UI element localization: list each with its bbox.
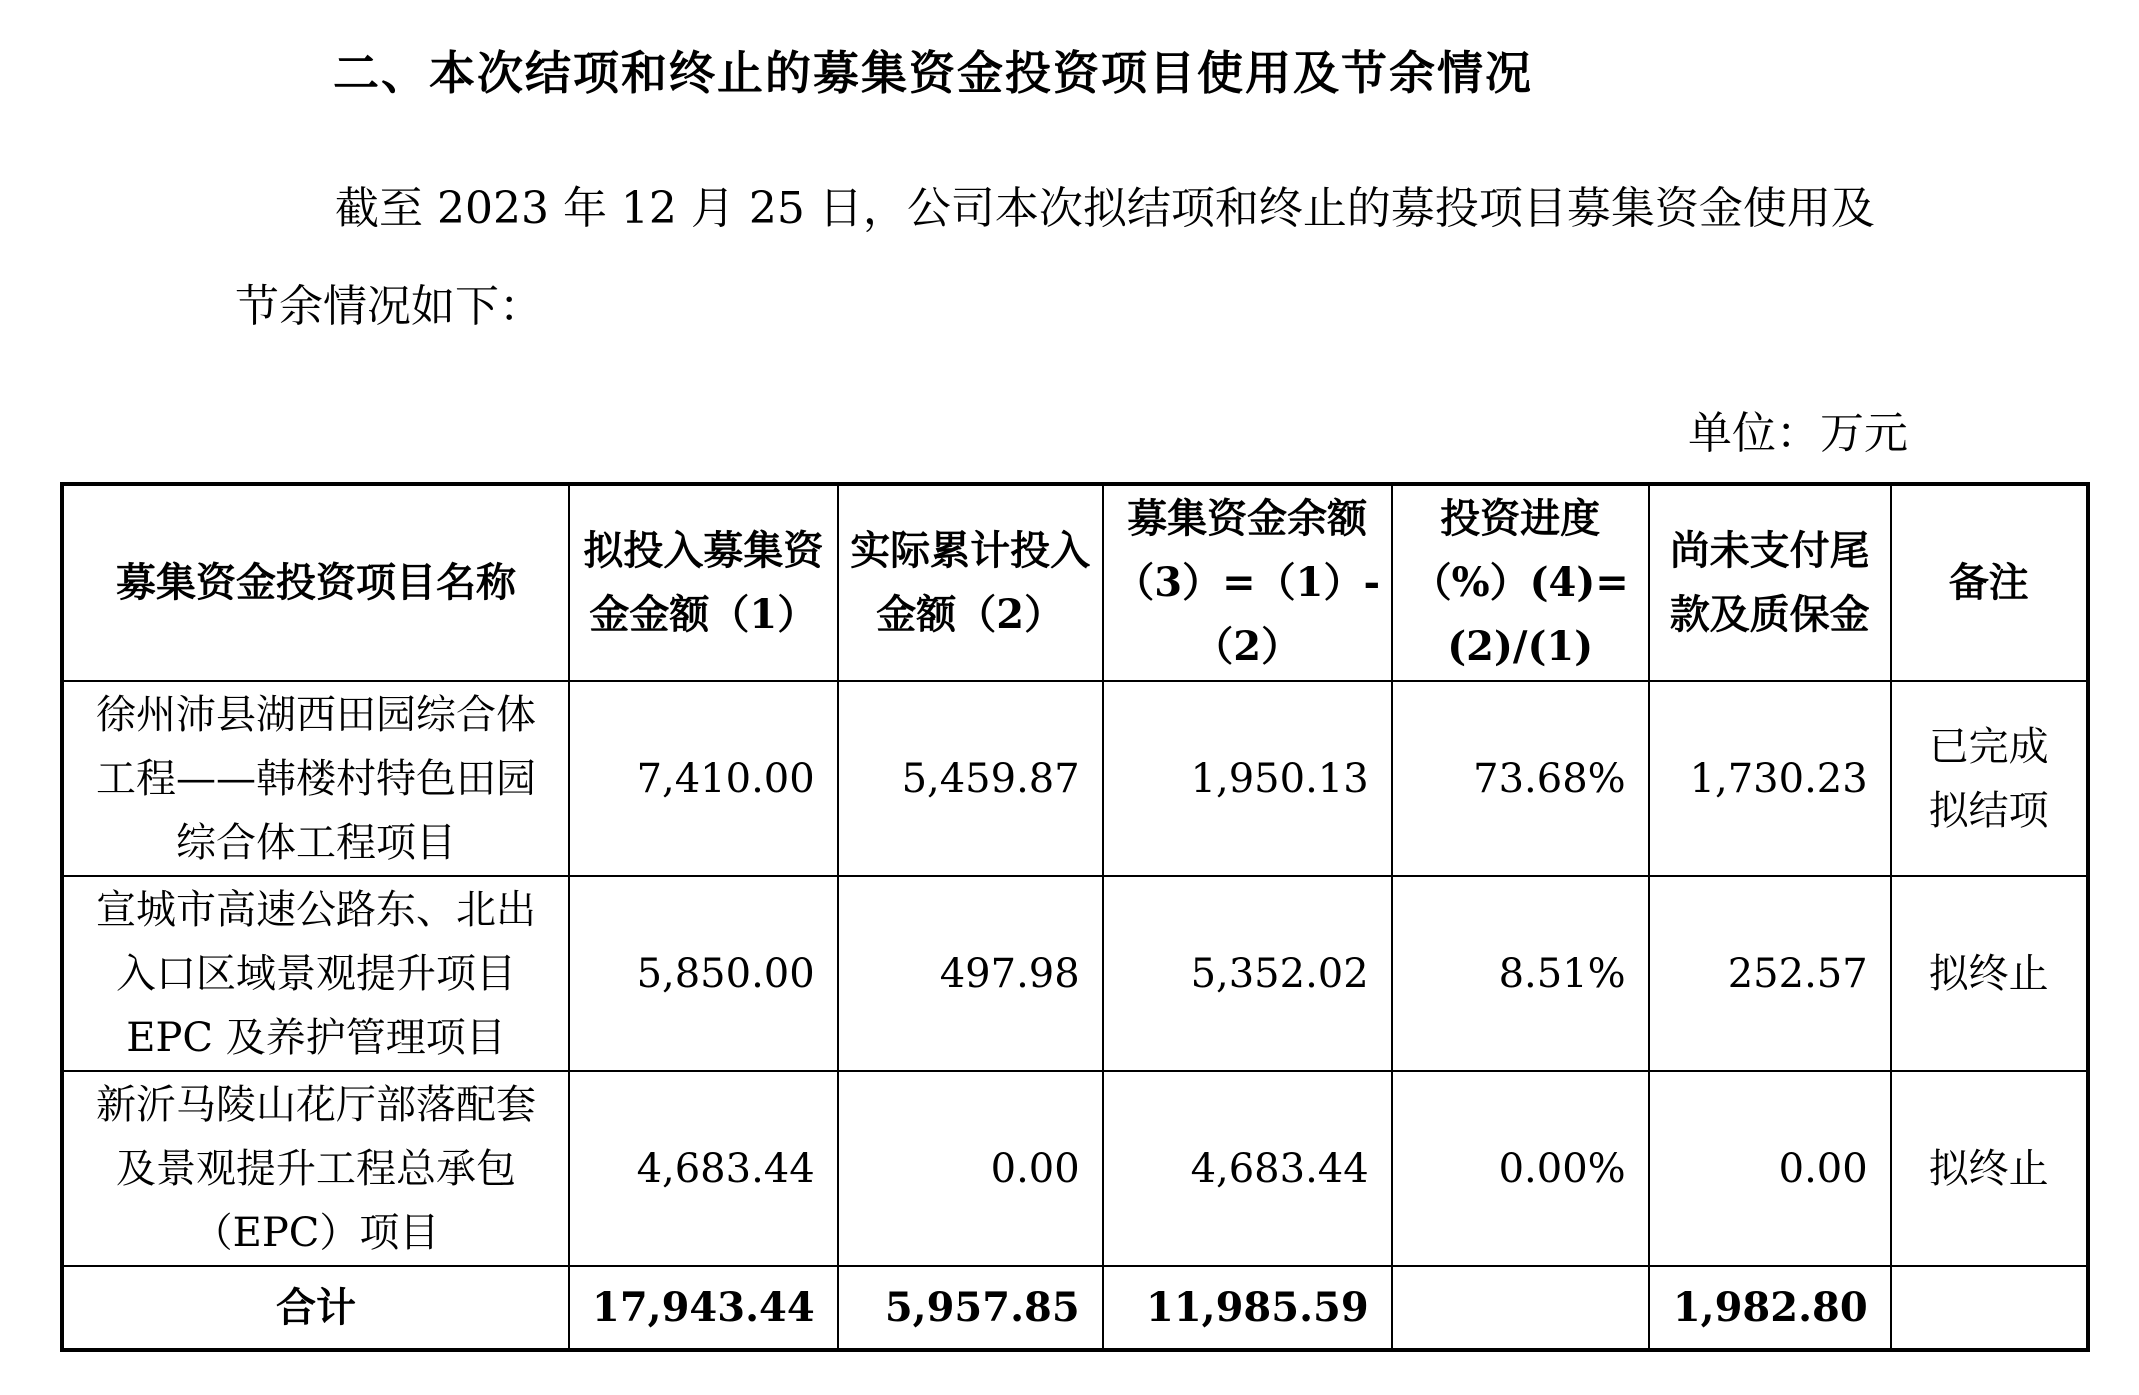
- header-actual-amount: 实际累计投入金额（2）: [838, 484, 1103, 681]
- header-balance: 募集资金余额（3）=（1）-（2）: [1103, 484, 1392, 681]
- header-note: 备注: [1891, 484, 2088, 681]
- header-progress: 投资进度（%）(4)=(2)/(1): [1392, 484, 1649, 681]
- table-row: [62, 1071, 2088, 1266]
- total-balance-cell: 11,985.59: [1103, 1266, 1392, 1350]
- section-heading: 二、本次结项和终止的募集资金投资项目使用及节余情况: [333, 46, 1533, 100]
- planned-amount-cell: 4,683.44: [569, 1071, 838, 1266]
- header-planned-amount: 拟投入募集资金金额（1）: [569, 484, 838, 681]
- header-unpaid: 尚未支付尾款及质保金: [1649, 484, 1891, 681]
- total-label-cell: 合计: [62, 1266, 569, 1350]
- balance-cell: 4,683.44: [1103, 1071, 1392, 1266]
- note-cell: 已完成拟结项: [1891, 681, 2088, 876]
- progress-cell: 0.00%: [1392, 1071, 1649, 1266]
- progress-cell: 73.68%: [1392, 681, 1649, 876]
- balance-cell: 5,352.02: [1103, 876, 1392, 1071]
- total-actual-cell: 5,957.85: [838, 1266, 1103, 1350]
- unpaid-cell: 0.00: [1649, 1071, 1891, 1266]
- table-row: [62, 681, 2088, 876]
- header-project-name: 募集资金投资项目名称: [62, 484, 569, 681]
- unpaid-cell: 252.57: [1649, 876, 1891, 1071]
- unit-label: 单位：万元: [1688, 408, 1908, 459]
- fund-usage-table: [60, 482, 2090, 1352]
- note-cell: 拟终止: [1891, 876, 2088, 1071]
- total-progress-cell: [1392, 1266, 1649, 1350]
- actual-amount-cell: 497.98: [838, 876, 1103, 1071]
- actual-amount-cell: 0.00: [838, 1071, 1103, 1266]
- progress-cell: 8.51%: [1392, 876, 1649, 1071]
- planned-amount-cell: 7,410.00: [569, 681, 838, 876]
- total-unpaid-cell: 1,982.80: [1649, 1266, 1891, 1350]
- table-row: [62, 876, 2088, 1071]
- planned-amount-cell: 5,850.00: [569, 876, 838, 1071]
- balance-cell: 1,950.13: [1103, 681, 1392, 876]
- project-name-cell: 徐州沛县湖西田园综合体工程——韩楼村特色田园综合体工程项目: [62, 681, 569, 876]
- total-row: [62, 1266, 2088, 1350]
- total-note-cell: [1891, 1266, 2088, 1350]
- actual-amount-cell: 5,459.87: [838, 681, 1103, 876]
- total-planned-cell: 17,943.44: [569, 1266, 838, 1350]
- project-name-cell: 新沂马陵山花厅部落配套及景观提升工程总承包（EPC）项目: [62, 1071, 569, 1266]
- intro-paragraph: 截至 2023 年 12 月 25 日，公司本次拟结项和终止的募投项目募集资金使用及节余情况如下：: [235, 183, 1875, 332]
- table-header-row: [62, 484, 2088, 681]
- note-cell: 拟终止: [1891, 1071, 2088, 1266]
- project-name-cell: 宣城市高速公路东、北出入口区域景观提升项目 EPC 及养护管理项目: [62, 876, 569, 1071]
- unpaid-cell: 1,730.23: [1649, 681, 1891, 876]
